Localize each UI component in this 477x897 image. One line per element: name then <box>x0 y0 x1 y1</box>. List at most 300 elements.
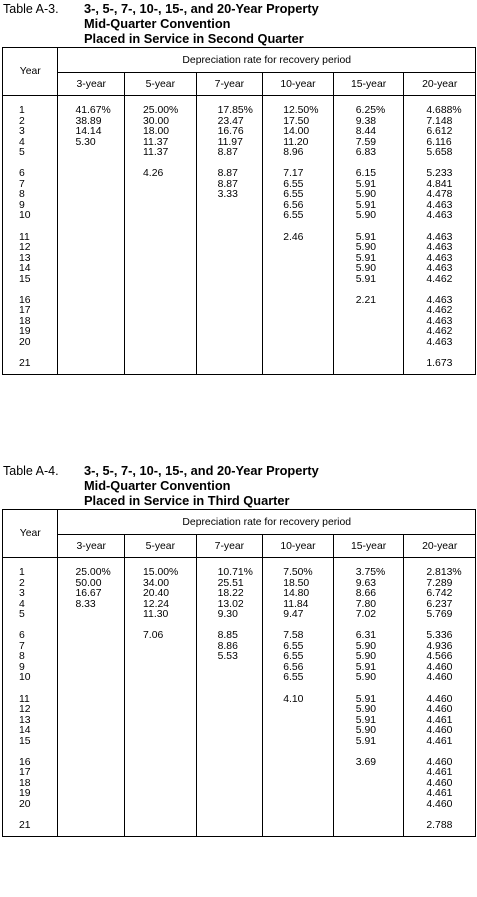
column-header: 15-year <box>333 535 404 558</box>
rate-value <box>334 789 404 800</box>
rate-value: 6.237 <box>426 598 453 610</box>
rate-value <box>125 254 196 265</box>
rate-value: 5.90 <box>355 242 377 254</box>
rate-value <box>125 705 196 716</box>
table-label: Table A-3. <box>3 2 59 16</box>
rate-value: 2.813% <box>426 567 462 578</box>
rate-value <box>197 726 263 737</box>
year-value: 17 <box>19 767 31 779</box>
rate-value: 5.91 <box>355 178 377 190</box>
rate-value: 5.336 <box>426 630 453 642</box>
table-title-line: Mid-Quarter Convention <box>84 478 231 493</box>
rate-value: 5.90 <box>355 704 377 716</box>
rate-column-7-year <box>196 96 263 375</box>
rate-value <box>58 821 124 832</box>
rate-value <box>58 201 124 212</box>
rate-value: 8.66 <box>355 588 377 600</box>
year-value: 13 <box>19 252 31 264</box>
rate-value: 3.69 <box>355 756 377 768</box>
rate-value <box>263 327 333 338</box>
rate-value: 5.233 <box>426 168 453 180</box>
rate-value <box>125 190 196 201</box>
year-value: 4 <box>19 598 25 610</box>
rate-value <box>197 663 263 674</box>
rate-value: 4.463 <box>426 294 453 306</box>
rate-value: 9.30 <box>217 609 238 621</box>
rate-value <box>125 264 196 275</box>
rate-value: 34.00 <box>143 577 170 589</box>
column-header: 15-year <box>333 73 404 96</box>
rate-value <box>58 779 124 790</box>
year-value: 18 <box>19 777 31 789</box>
rate-value <box>334 779 404 790</box>
rate-value: 9.63 <box>355 577 377 589</box>
year-value: 5 <box>19 609 25 621</box>
rate-value <box>58 211 124 222</box>
rate-value <box>334 317 404 328</box>
rate-value: 5.91 <box>355 714 377 726</box>
rate-value <box>125 737 196 748</box>
rate-value <box>125 673 196 684</box>
rate-value: 14.14 <box>75 126 102 138</box>
rate-column-3-year <box>58 558 125 837</box>
rate-value: 5.90 <box>355 725 377 737</box>
rate-value: 15.00% <box>143 567 179 578</box>
year-value: 19 <box>19 788 31 800</box>
rate-value <box>197 705 263 716</box>
rate-value <box>263 264 333 275</box>
rate-value: 6.55 <box>283 651 304 663</box>
column-header: 10-year <box>263 73 334 96</box>
rate-value: 6.55 <box>283 189 304 201</box>
rate-value: 6.55 <box>283 672 304 684</box>
rate-column-15-year <box>333 96 404 375</box>
rate-value <box>263 737 333 748</box>
rate-value: 41.67% <box>75 105 111 116</box>
rate-value <box>125 652 196 663</box>
rate-value <box>58 758 124 769</box>
column-header: 10-year <box>263 535 334 558</box>
rate-value <box>263 296 333 307</box>
rate-column-5-year <box>125 558 197 837</box>
table-a3-block <box>0 0 477 370</box>
rate-column-3-year <box>58 96 125 375</box>
rate-value: 16.76 <box>217 126 244 138</box>
rate-value <box>58 264 124 275</box>
rate-value: 4.460 <box>426 704 453 716</box>
table-caption <box>0 0 477 48</box>
rate-value: 11.37 <box>143 147 169 159</box>
column-header: 7-year <box>196 535 263 558</box>
rate-value <box>58 327 124 338</box>
column-header-row <box>3 73 476 96</box>
rate-value: 9.47 <box>283 609 304 621</box>
rate-value <box>334 821 404 832</box>
rate-value <box>263 359 333 370</box>
rate-value <box>125 789 196 800</box>
rate-value <box>58 716 124 727</box>
rate-value <box>125 716 196 727</box>
rate-value: 4.463 <box>426 210 453 222</box>
rate-value: 5.769 <box>426 609 453 621</box>
rate-value <box>125 211 196 222</box>
rate-column-20-year <box>404 96 476 375</box>
rate-value: 4.460 <box>426 661 453 673</box>
table-body-row <box>3 558 476 837</box>
rate-value: 5.658 <box>426 147 453 159</box>
rate-value: 5.90 <box>355 651 377 663</box>
table-caption <box>0 462 477 510</box>
table-title-line: Mid-Quarter Convention <box>84 16 231 31</box>
rate-value <box>263 716 333 727</box>
rate-value <box>263 779 333 790</box>
rate-value: 1.673 <box>426 358 453 370</box>
rate-value <box>197 779 263 790</box>
year-value: 4 <box>19 136 25 148</box>
rate-value: 4.463 <box>426 263 453 275</box>
year-value: 3 <box>19 126 25 138</box>
rate-value <box>263 243 333 254</box>
rate-value: 5.91 <box>355 199 377 211</box>
rate-value <box>58 789 124 800</box>
year-value: 13 <box>19 714 31 726</box>
rate-value <box>197 296 263 307</box>
year-value: 10 <box>19 210 31 222</box>
rate-value: 4.460 <box>426 693 453 705</box>
year-value: 11 <box>19 693 30 705</box>
rate-value: 7.58 <box>283 630 304 642</box>
rate-value <box>197 317 263 328</box>
rate-value: 7.80 <box>355 598 377 610</box>
rate-value <box>263 705 333 716</box>
rate-column-20-year <box>404 558 476 837</box>
rate-value <box>197 254 263 265</box>
year-header: Year <box>3 510 58 558</box>
rate-value <box>125 695 196 706</box>
table-body-row <box>3 96 476 375</box>
rate-group-header: Depreciation rate for recovery period <box>58 48 476 73</box>
rate-column-7-year <box>196 558 263 837</box>
rate-value: 4.463 <box>426 242 453 254</box>
rate-group-header: Depreciation rate for recovery period <box>58 510 476 535</box>
rate-value: 4.463 <box>426 315 453 327</box>
rate-value: 4.936 <box>426 640 453 652</box>
rate-value: 14.80 <box>283 588 310 600</box>
table-a4-block <box>0 462 477 832</box>
year-value: 12 <box>19 704 31 716</box>
rate-value: 4.462 <box>426 273 453 285</box>
rate-value: 6.116 <box>426 136 452 148</box>
year-value: 17 <box>19 305 31 317</box>
rate-value <box>125 275 196 286</box>
rate-value: 8.44 <box>355 126 377 138</box>
rate-value <box>125 180 196 191</box>
rate-value <box>334 768 404 779</box>
rate-value: 9.38 <box>355 115 377 127</box>
rate-value <box>263 338 333 349</box>
rate-value <box>58 631 124 642</box>
rate-value: 4.460 <box>426 725 453 737</box>
rate-value: 4.462 <box>426 305 453 317</box>
rate-value: 6.56 <box>283 199 304 211</box>
rate-value <box>263 758 333 769</box>
year-value: 15 <box>19 273 31 285</box>
year-value: 10 <box>19 672 31 684</box>
rate-value: 12.24 <box>143 598 170 610</box>
rate-value <box>125 821 196 832</box>
rate-value: 11.20 <box>283 136 309 148</box>
rate-value: 11.37 <box>143 136 169 148</box>
rate-value: 4.460 <box>426 756 453 768</box>
rate-value <box>58 306 124 317</box>
year-value: 8 <box>19 651 25 663</box>
rate-value <box>125 306 196 317</box>
year-value: 15 <box>19 735 31 747</box>
rate-value: 5.90 <box>355 263 377 275</box>
rate-value <box>125 327 196 338</box>
rate-value: 4.462 <box>426 326 453 338</box>
rate-value <box>263 789 333 800</box>
rate-value <box>125 233 196 244</box>
rate-value: 5.90 <box>355 210 377 222</box>
rate-value <box>58 800 124 811</box>
year-value: 16 <box>19 294 31 306</box>
rate-value <box>197 737 263 748</box>
column-header: 20-year <box>404 73 476 96</box>
rate-value <box>197 201 263 212</box>
rate-value: 7.148 <box>426 115 453 127</box>
rate-value: 8.96 <box>283 147 304 159</box>
rate-value: 4.478 <box>426 189 453 201</box>
year-column <box>3 96 58 375</box>
rate-value: 4.26 <box>143 168 164 180</box>
rate-value: 6.612 <box>426 126 453 138</box>
rate-value <box>58 359 124 370</box>
rate-value: 5.91 <box>355 735 377 747</box>
rate-value: 6.83 <box>355 147 377 159</box>
year-value: 20 <box>19 337 31 349</box>
column-header: 5-year <box>125 73 197 96</box>
rate-value <box>125 726 196 737</box>
rate-value <box>263 275 333 286</box>
rate-value: 8.33 <box>75 598 96 610</box>
rate-value <box>58 652 124 663</box>
rate-value <box>197 275 263 286</box>
rate-value: 6.55 <box>283 178 304 190</box>
rate-value <box>125 296 196 307</box>
rate-value: 4.461 <box>426 767 453 779</box>
rate-value <box>58 254 124 265</box>
rate-value: 4.841 <box>426 178 453 190</box>
rate-value <box>197 233 263 244</box>
rate-value <box>58 737 124 748</box>
rate-value <box>58 296 124 307</box>
table-title <box>84 1 319 46</box>
rate-value: 18.22 <box>217 588 244 600</box>
header-row <box>3 48 476 73</box>
rate-value: 4.460 <box>426 672 453 684</box>
rate-value: 25.00% <box>143 105 179 116</box>
depreciation-table <box>2 47 476 375</box>
rate-value: 13.02 <box>217 598 244 610</box>
rate-value: 6.55 <box>283 640 304 652</box>
year-value: 2 <box>19 115 25 127</box>
rate-column-5-year <box>125 96 197 375</box>
rate-value <box>197 306 263 317</box>
rate-value: 8.87 <box>217 147 238 159</box>
rate-value: 4.460 <box>426 777 453 789</box>
rate-value <box>197 695 263 706</box>
rate-value: 8.87 <box>217 168 238 180</box>
year-value: 2 <box>19 577 25 589</box>
rate-value <box>58 695 124 706</box>
rate-value <box>263 800 333 811</box>
rate-value <box>58 317 124 328</box>
rate-value: 4.463 <box>426 199 453 211</box>
year-value: 9 <box>19 661 25 673</box>
rate-value <box>263 768 333 779</box>
rate-value: 11.30 <box>143 609 169 621</box>
rate-value: 3.33 <box>217 189 238 201</box>
rate-value <box>58 190 124 201</box>
year-value: 14 <box>19 725 31 737</box>
rate-value: 17.50 <box>283 115 310 127</box>
year-value: 7 <box>19 640 25 652</box>
rate-value: 6.742 <box>426 588 453 600</box>
rate-value <box>197 800 263 811</box>
rate-value <box>197 768 263 779</box>
rate-value: 4.10 <box>283 693 304 705</box>
rate-value <box>197 359 263 370</box>
rate-value: 7.59 <box>355 136 377 148</box>
rate-value <box>58 243 124 254</box>
rate-value: 6.55 <box>283 210 304 222</box>
rate-value <box>58 610 124 621</box>
rate-value: 18.00 <box>143 126 170 138</box>
rate-value: 25.51 <box>217 577 244 589</box>
column-header-row <box>3 535 476 558</box>
rate-value <box>58 768 124 779</box>
rate-value: 4.461 <box>426 788 453 800</box>
rate-value: 2.46 <box>283 231 304 243</box>
rate-column-15-year <box>333 558 404 837</box>
table-title-line: Placed in Service in Second Quarter <box>84 31 304 46</box>
rate-value: 7.06 <box>143 630 164 642</box>
year-value: 6 <box>19 168 25 180</box>
rate-value <box>58 169 124 180</box>
rate-value <box>58 705 124 716</box>
rate-value <box>334 338 404 349</box>
year-value: 3 <box>19 588 25 600</box>
rate-value: 38.89 <box>75 115 102 127</box>
rate-value: 25.00% <box>75 567 111 578</box>
rate-value: 4.688% <box>426 105 462 116</box>
rate-value: 4.461 <box>426 735 453 747</box>
rate-column-10-year <box>263 558 334 837</box>
rate-value: 10.71% <box>217 567 253 578</box>
rate-value <box>58 642 124 653</box>
year-value: 1 <box>19 105 25 116</box>
rate-value: 8.86 <box>217 640 238 652</box>
rate-value <box>125 779 196 790</box>
rate-value: 8.87 <box>217 178 238 190</box>
column-header: 5-year <box>125 535 197 558</box>
rate-value <box>334 306 404 317</box>
rate-value <box>197 211 263 222</box>
rate-value <box>125 758 196 769</box>
rate-value <box>125 201 196 212</box>
rate-value: 4.463 <box>426 252 453 264</box>
year-value: 11 <box>19 231 30 243</box>
rate-value <box>125 768 196 779</box>
rate-value: 5.90 <box>355 189 377 201</box>
year-value: 5 <box>19 147 25 159</box>
year-value: 7 <box>19 178 25 190</box>
year-value: 21 <box>19 358 31 370</box>
year-value: 9 <box>19 199 25 211</box>
rate-value <box>263 306 333 317</box>
rate-value <box>58 338 124 349</box>
depreciation-table <box>2 509 476 837</box>
year-value: 12 <box>19 242 31 254</box>
rate-value: 2.21 <box>355 294 377 306</box>
rate-value <box>334 359 404 370</box>
rate-value: 8.85 <box>217 630 238 642</box>
year-value: 16 <box>19 756 31 768</box>
column-header: 3-year <box>58 535 125 558</box>
rate-value: 5.91 <box>355 273 377 285</box>
rate-value: 4.460 <box>426 799 453 811</box>
rate-value <box>125 338 196 349</box>
rate-value: 5.91 <box>355 693 377 705</box>
rate-value: 5.91 <box>355 661 377 673</box>
rate-value <box>197 327 263 338</box>
column-header: 7-year <box>196 73 263 96</box>
rate-value <box>334 800 404 811</box>
rate-value <box>197 243 263 254</box>
rate-value: 5.91 <box>355 252 377 264</box>
rate-value: 12.50% <box>283 105 319 116</box>
rate-value: 5.30 <box>75 136 96 148</box>
rate-value: 6.15 <box>355 168 377 180</box>
table-title-line: 3-, 5-, 7-, 10-, 15-, and 20-Year Property <box>84 463 319 478</box>
rate-value: 7.289 <box>426 577 453 589</box>
rate-value: 7.02 <box>355 609 377 621</box>
rate-value: 6.31 <box>355 630 377 642</box>
rate-value: 17.85% <box>217 105 253 116</box>
year-value: 18 <box>19 315 31 327</box>
year-value: 14 <box>19 263 31 275</box>
table-title <box>84 463 319 508</box>
rate-value <box>125 642 196 653</box>
rate-value <box>125 243 196 254</box>
rate-value: 20.40 <box>143 588 170 600</box>
table-label: Table A-4. <box>3 464 59 478</box>
year-value: 1 <box>19 567 25 578</box>
rate-value: 4.461 <box>426 714 453 726</box>
column-header: 20-year <box>404 535 476 558</box>
rate-value: 6.25% <box>355 105 386 116</box>
year-value: 6 <box>19 630 25 642</box>
rate-value <box>58 673 124 684</box>
rate-value: 5.91 <box>355 231 377 243</box>
rate-value <box>197 716 263 727</box>
rate-value: 11.97 <box>217 136 243 148</box>
rate-value <box>197 758 263 769</box>
rate-value: 14.00 <box>283 126 310 138</box>
rate-column-10-year <box>263 96 334 375</box>
table-title-line: Placed in Service in Third Quarter <box>84 493 290 508</box>
